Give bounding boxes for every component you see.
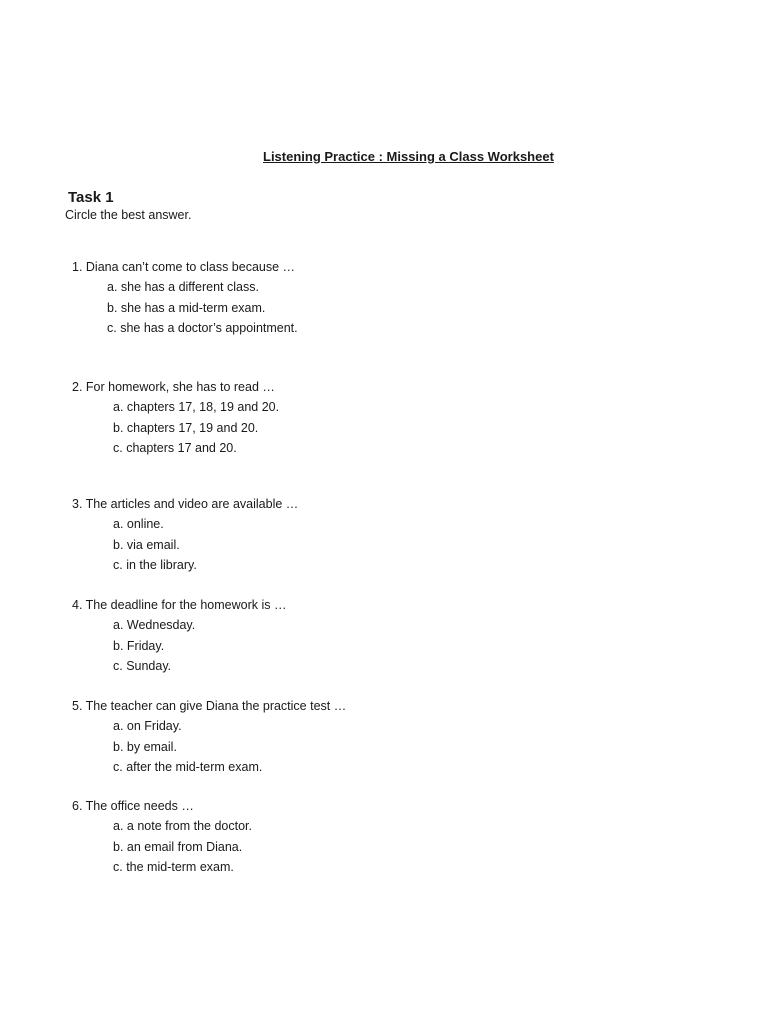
answer-option-c[interactable]: c. the mid-term exam. <box>113 859 234 874</box>
answer-option-b[interactable]: b. Friday. <box>113 638 165 653</box>
question-6 <box>72 796 252 877</box>
answer-option-a[interactable]: a. online. <box>113 517 164 532</box>
answer-option-b[interactable]: b. an email from Diana. <box>113 839 243 854</box>
question-1 <box>72 257 298 338</box>
answer-option-c[interactable]: c. Sunday. <box>113 658 172 673</box>
question-5 <box>72 696 346 777</box>
answer-option-a[interactable]: a. Wednesday. <box>113 618 196 633</box>
question-2 <box>72 377 279 458</box>
question-4 <box>72 595 286 676</box>
worksheet-title: Listening Practice : Missing a Class Worksheet <box>263 149 554 164</box>
question-stem: 6. The office needs … <box>72 799 194 813</box>
answer-option-a[interactable]: a. a note from the doctor. <box>113 819 252 834</box>
answer-option-c[interactable]: c. chapters 17 and 20. <box>113 440 237 455</box>
answer-option-a[interactable]: a. she has a different class. <box>107 280 259 295</box>
answer-option-b[interactable]: b. by email. <box>113 739 177 754</box>
question-3 <box>72 494 298 575</box>
answer-option-c[interactable]: c. she has a doctor’s appointment. <box>107 320 298 335</box>
answer-option-c[interactable]: c. in the library. <box>113 557 197 572</box>
answer-option-c[interactable]: c. after the mid-term exam. <box>113 759 263 774</box>
question-stem: 3. The articles and video are available … <box>72 497 299 511</box>
answer-option-a[interactable]: a. on Friday. <box>113 719 182 734</box>
question-stem: 1. Diana can’t come to class because … <box>72 260 296 274</box>
instructions: Circle the best answer. <box>65 208 192 222</box>
question-stem: 4. The deadline for the homework is … <box>72 598 287 612</box>
question-stem: 5. The teacher can give Diana the practice test … <box>72 699 347 713</box>
answer-option-a[interactable]: a. chapters 17, 18, 19 and 20. <box>113 400 280 415</box>
question-stem: 2. For homework, she has to read … <box>72 380 275 394</box>
task-heading: Task 1 <box>68 189 114 206</box>
answer-option-b[interactable]: b. chapters 17, 19 and 20. <box>113 420 259 435</box>
answer-option-b[interactable]: b. she has a mid-term exam. <box>107 300 266 315</box>
answer-option-b[interactable]: b. via email. <box>113 537 180 552</box>
